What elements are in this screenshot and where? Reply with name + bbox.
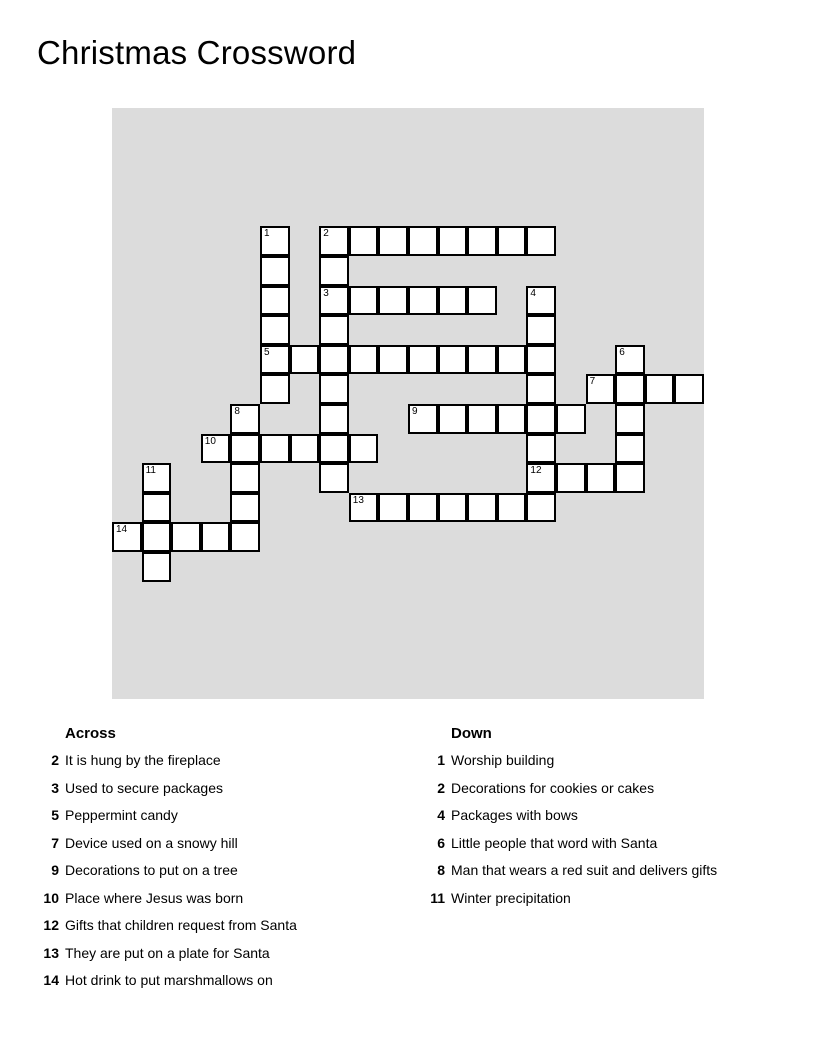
grid-cell[interactable] — [378, 286, 408, 316]
grid-cell[interactable] — [349, 493, 379, 523]
grid-cell[interactable] — [230, 404, 260, 434]
across-heading: Across — [65, 725, 116, 742]
grid-cell[interactable] — [526, 463, 556, 493]
down-clue — [423, 889, 717, 917]
grid-cell[interactable] — [526, 404, 556, 434]
clue-text: They are put on a plate for Santa — [65, 944, 270, 961]
down-clue — [423, 834, 717, 862]
down-heading: Down — [451, 725, 492, 742]
clue-text: Used to secure packages — [65, 779, 223, 796]
grid-cell[interactable] — [438, 404, 468, 434]
clue-number: 4 — [437, 807, 445, 823]
grid-cell[interactable] — [378, 345, 408, 375]
across-clue — [37, 834, 297, 862]
clue-text: Place where Jesus was born — [65, 889, 244, 906]
grid-cell[interactable] — [230, 434, 260, 464]
cell-number: 5 — [264, 346, 270, 358]
across-clue — [37, 779, 297, 807]
grid-cell[interactable] — [497, 226, 527, 256]
grid-cell[interactable] — [290, 434, 320, 464]
down-clue — [423, 861, 717, 889]
cell-number: 13 — [352, 494, 364, 506]
across-clue — [37, 889, 297, 917]
cell-number: 4 — [530, 287, 536, 299]
grid-cell[interactable] — [260, 345, 290, 375]
down-clue — [423, 751, 717, 779]
grid-cell[interactable] — [319, 256, 349, 286]
grid-cell[interactable] — [349, 345, 379, 375]
clue-number: 12 — [43, 917, 59, 933]
grid-cell[interactable] — [319, 463, 349, 493]
grid-cell[interactable] — [615, 374, 645, 404]
grid-cell[interactable] — [142, 463, 172, 493]
cell-number: 9 — [412, 406, 418, 417]
clue-number: 5 — [51, 807, 59, 823]
cell-number: 8 — [234, 406, 240, 417]
across-clue — [37, 944, 297, 972]
clue-number: 6 — [437, 834, 445, 851]
clue-text: Hot drink to put marshmallows on — [65, 972, 273, 988]
grid-cell[interactable] — [497, 493, 527, 523]
grid-cell[interactable] — [408, 345, 438, 375]
grid-cell[interactable] — [319, 315, 349, 345]
clue-text: It is hung by the fireplace — [65, 752, 221, 768]
grid-cell[interactable] — [438, 493, 468, 523]
grid-cell[interactable] — [467, 493, 497, 523]
grid-cell[interactable] — [674, 374, 704, 404]
clue-text: Worship building — [451, 752, 555, 768]
cell-number: 3 — [323, 287, 329, 299]
grid-cell[interactable] — [230, 522, 260, 552]
grid-cell[interactable] — [467, 345, 497, 375]
down-clues — [423, 724, 717, 916]
cell-number: 7 — [589, 376, 596, 388]
grid-cell[interactable] — [201, 434, 231, 464]
grid-cell[interactable] — [349, 434, 379, 464]
grid-cell[interactable] — [260, 286, 290, 316]
grid-cell[interactable] — [497, 345, 527, 375]
grid-cell[interactable] — [142, 522, 172, 552]
grid-cell[interactable] — [556, 404, 586, 434]
across-clue — [37, 806, 297, 834]
grid-cell[interactable] — [349, 286, 379, 316]
clue-number: 14 — [43, 972, 59, 988]
grid-cell[interactable] — [526, 374, 556, 404]
grid-cell[interactable] — [319, 286, 349, 316]
grid-cell[interactable] — [408, 493, 438, 523]
grid-cell[interactable] — [615, 404, 645, 434]
grid-cell[interactable] — [319, 226, 349, 256]
grid-cell[interactable] — [526, 286, 556, 316]
grid-cell[interactable] — [526, 493, 556, 523]
grid-cell[interactable] — [260, 434, 290, 464]
grid-cell[interactable] — [438, 345, 468, 375]
across-clue-list — [37, 751, 297, 999]
clue-number: 9 — [51, 862, 59, 878]
grid-cell[interactable] — [645, 374, 675, 404]
grid-cell[interactable] — [319, 345, 349, 375]
grid-cell[interactable] — [230, 463, 260, 493]
clue-text: Winter precipitation — [451, 889, 571, 906]
grid-cell[interactable] — [201, 522, 231, 552]
down-clue-list — [423, 751, 717, 916]
across-clue — [37, 971, 297, 999]
clue-text: Gifts that children request from Santa — [65, 917, 297, 933]
grid-cell[interactable] — [112, 522, 142, 552]
crossword-grid — [112, 108, 704, 699]
cell-number: 2 — [323, 228, 329, 240]
grid-cell[interactable] — [171, 522, 201, 552]
across-clue — [37, 916, 297, 944]
across-clue — [37, 751, 297, 779]
grid-cell[interactable] — [378, 226, 408, 256]
across-clues — [37, 724, 297, 999]
grid-cell[interactable] — [615, 345, 645, 375]
clue-number: 3 — [51, 779, 59, 796]
grid-cell[interactable] — [497, 404, 527, 434]
clue-number: 8 — [437, 862, 445, 878]
grid-cell[interactable] — [378, 493, 408, 523]
clue-number: 13 — [43, 944, 59, 961]
grid-cell[interactable] — [526, 226, 556, 256]
clue-text: Decorations to put on a tree — [65, 862, 238, 878]
grid-cell[interactable] — [438, 286, 468, 316]
across-clue — [37, 861, 297, 889]
grid-cell[interactable] — [142, 552, 172, 582]
clue-number: 2 — [437, 779, 445, 796]
grid-cell[interactable] — [467, 226, 497, 256]
grid-cell[interactable] — [260, 226, 290, 256]
cell-number: 6 — [619, 346, 625, 358]
grid-cell[interactable] — [408, 226, 438, 256]
clue-number: 10 — [43, 889, 59, 906]
clue-text: Man that wears a red suit and delivers gifts — [451, 862, 718, 878]
grid-cell[interactable] — [230, 493, 260, 523]
grid-cell[interactable] — [349, 226, 379, 256]
grid-cell[interactable] — [142, 493, 172, 523]
grid-cell[interactable] — [260, 374, 290, 404]
clue-text: Decorations for cookies or cakes — [451, 779, 655, 796]
cell-number: 12 — [530, 465, 542, 477]
grid-cell[interactable] — [586, 463, 616, 493]
page-title: Christmas Crossword — [37, 34, 357, 71]
grid-cell[interactable] — [556, 463, 586, 493]
grid-cell[interactable] — [467, 286, 497, 316]
clue-text: Packages with bows — [451, 807, 578, 823]
grid-cell[interactable] — [467, 404, 497, 434]
grid-cell[interactable] — [615, 463, 645, 493]
grid-cell[interactable] — [290, 345, 320, 375]
grid-cell[interactable] — [438, 226, 468, 256]
grid-cell[interactable] — [526, 315, 556, 345]
cell-number: 1 — [264, 228, 270, 240]
grid-cell[interactable] — [408, 286, 438, 316]
clue-number: 11 — [430, 889, 445, 906]
grid-cell[interactable] — [526, 345, 556, 375]
cell-number: 10 — [204, 435, 216, 447]
grid-cell[interactable] — [260, 256, 290, 286]
clue-text: Little people that word with Santa — [451, 834, 658, 851]
down-clue — [423, 806, 717, 834]
clue-number: 1 — [437, 752, 445, 768]
down-clue — [423, 779, 717, 807]
grid-cell[interactable] — [586, 374, 616, 404]
clue-number: 2 — [51, 752, 59, 768]
grid-cell[interactable] — [260, 315, 290, 345]
grid-cell[interactable] — [319, 374, 349, 404]
clue-text: Device used on a snowy hill — [65, 834, 238, 851]
cell-number: 11 — [145, 465, 156, 477]
grid-cell[interactable] — [615, 434, 645, 464]
cell-number: 14 — [116, 524, 128, 536]
grid-cell[interactable] — [319, 434, 349, 464]
clue-number: 7 — [51, 834, 59, 851]
grid-cell[interactable] — [408, 404, 438, 434]
clue-text: Peppermint candy — [65, 807, 178, 823]
grid-cell[interactable] — [526, 434, 556, 464]
grid-cell[interactable] — [319, 404, 349, 434]
